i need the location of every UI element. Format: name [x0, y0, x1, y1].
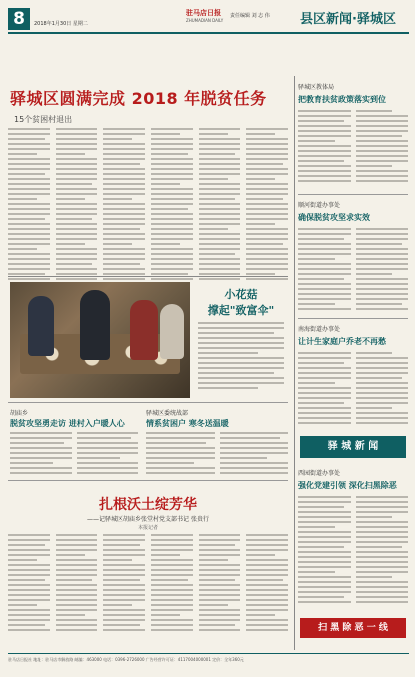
person-figure: [80, 290, 110, 360]
left-story-headline: 脱贫攻坚勇走访 进村入户暖人心: [10, 419, 125, 428]
sidebar-mid: [298, 198, 408, 316]
date-line: 2018年1月30日 星期二: [34, 21, 88, 27]
editor-line: 责任编辑 刘 志 伟: [230, 13, 270, 19]
main-story: [8, 76, 288, 284]
feature-byline: 本报记者: [137, 525, 158, 531]
main-headline: 驿城区圆满完成 2018 年脱贫任务: [10, 89, 267, 108]
sidebar-mid-kicker: 顺河街道办事处: [298, 202, 341, 209]
bottom-right-headline: 强化党建引领 深化扫黑除恶: [298, 481, 397, 490]
main-subhead: 15个贫困村退出: [14, 115, 73, 124]
photo-story-panel: [194, 282, 288, 398]
feature-headline: 扎根沃土绽芳华: [99, 497, 197, 513]
bottom-right-kicker: 西园街道办事处: [298, 470, 341, 477]
feature-body: [8, 534, 288, 648]
sidebar-low: [298, 322, 408, 432]
left-story: [8, 408, 138, 478]
mid-story-headline: 情系贫困户 寒冬送温暖: [146, 419, 229, 428]
sidebar-mid-headline: 确保脱贫攻坚求实效: [298, 213, 370, 222]
sidebar-low-body: [298, 352, 408, 430]
person-figure: [130, 300, 158, 360]
feature-subhead: ——记驿城区胡庙乡张堂村党支部书记 张贵行: [87, 516, 209, 523]
main-bottom-rule: [8, 276, 288, 277]
feature-story: [8, 484, 288, 650]
person-figure: [28, 296, 54, 356]
sidebar-top-headline: 把教育扶贫政策落实到位: [298, 95, 386, 104]
sidebar-low-headline: 让计生家庭户乔老不再愁: [298, 337, 386, 346]
sidebar-top-body: [298, 110, 408, 188]
sidebar-rule-2: [298, 318, 408, 319]
sidebar-top: [298, 80, 408, 190]
paper-name: 驻马店日报: [186, 9, 221, 17]
section-title: 县区新闻·驿城区: [300, 12, 396, 27]
photo-story-title-2: 撑起"致富伞": [207, 304, 275, 317]
photo-bottom-rule: [8, 402, 288, 403]
mushroom-photo: [10, 282, 190, 398]
sidebar-banner: 驿 城 新 闻: [300, 436, 406, 458]
paper-pinyin: ZHUMADIAN DAILY: [186, 18, 224, 23]
mid-story: [144, 408, 288, 478]
sidebar-divider: [294, 76, 295, 650]
bottom-right-body: [298, 496, 408, 610]
page-number: 8: [8, 8, 30, 30]
header-rule: [8, 32, 409, 34]
footer-text: 驻马店日报社 地址：驻马店市解放路 邮编：463000 电话：0396-2726000 广告经营许可证：4117004000001 定价：全年360元: [8, 657, 244, 662]
left-story-kicker: 胡庙乡: [10, 410, 29, 417]
sidebar-top-kicker: 驿城区教体局: [298, 84, 335, 91]
mid-story-kicker: 驿城区委统战部: [146, 410, 189, 417]
feature-top-rule: [8, 480, 288, 481]
main-story-body: [8, 128, 288, 282]
page-header: [8, 6, 409, 38]
photo-story-body: [198, 322, 284, 394]
footer-rule: [8, 653, 409, 654]
bottom-right-story: [298, 466, 408, 642]
mid-story-body: [146, 432, 288, 476]
sidebar-rule-1: [298, 194, 408, 195]
left-story-body: [10, 432, 138, 476]
sidebar-mid-body: [298, 228, 408, 314]
photo-story-title: 小花菇: [224, 288, 258, 301]
person-figure: [160, 304, 184, 359]
sidebar-low-kicker: 南海街道办事处: [298, 326, 341, 333]
bottom-right-banner: 扫 黑 除 恶 一 线: [300, 618, 406, 638]
